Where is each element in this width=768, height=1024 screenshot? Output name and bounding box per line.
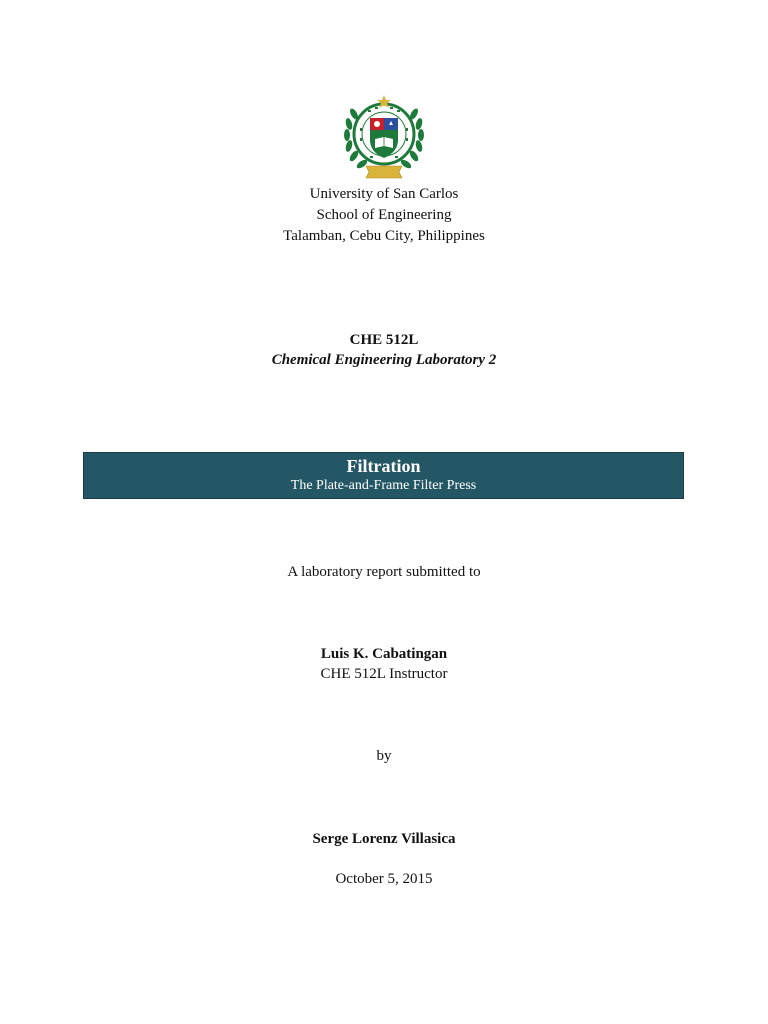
submitted-to-text: A laboratory report submitted to [287, 564, 481, 580]
instructor-block [0, 644, 768, 684]
institution-block [0, 184, 768, 247]
course-name: Chemical Engineering Laboratory 2 [271, 352, 497, 368]
report-title: Filtration [346, 456, 421, 476]
by-text: by [376, 748, 392, 764]
instructor-role: CHE 512L Instructor [320, 666, 448, 682]
course-code: CHE 512L [349, 332, 419, 348]
university-seal-logo [342, 92, 426, 182]
school-name: School of Engineering [316, 207, 452, 223]
report-subtitle: The Plate-and-Frame Filter Press [290, 478, 477, 493]
course-block [0, 330, 768, 370]
university-name: University of San Carlos [309, 186, 459, 202]
instructor-name: Luis K. Cabatingan [320, 646, 448, 662]
location-text: Talamban, Cebu City, Philippines [283, 228, 485, 244]
report-date: October 5, 2015 [335, 871, 433, 887]
title-banner [83, 452, 684, 499]
author-name: Serge Lorenz Villasica [312, 831, 456, 847]
